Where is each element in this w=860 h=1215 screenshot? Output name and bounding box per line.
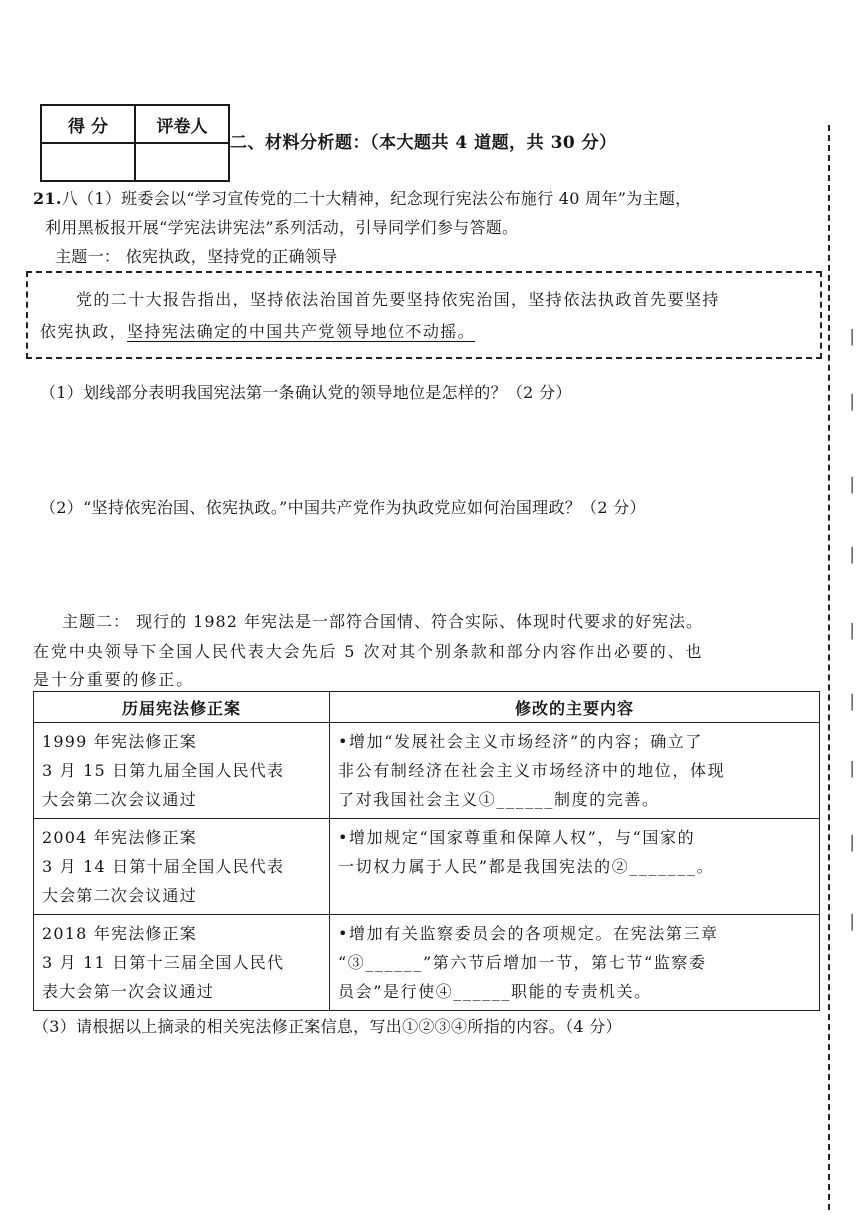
margin-mark: │ [848, 762, 857, 778]
binding-line [828, 125, 830, 1210]
margin-mark: │ [848, 836, 857, 852]
table-cell: •增加有关监察委员会的各项规定。在宪法第三章 “③______”第六节后增加一节，第七节“监察委 员会”是行使④______职能的专责机关。 [330, 915, 820, 1011]
margin-mark: │ [848, 478, 857, 494]
table-row [34, 819, 820, 915]
margin-mark: │ [848, 395, 857, 411]
grader-label: 评卷人 [135, 105, 229, 143]
question-intro-line-1: 21.八（1）班委会以“学习宣传党的二十大精神，纪念现行宪法公布施行 40 周年”为主题， [33, 189, 692, 208]
score-label: 得 分 [41, 105, 135, 143]
amendments-table [33, 691, 820, 1011]
material-line-1: 党的二十大报告指出，坚持依法治国首先要坚持依宪治国，坚持依法执政首先要坚持 [76, 290, 720, 309]
margin-mark: │ [848, 624, 857, 640]
table-cell: •增加“发展社会主义市场经济”的内容；确立了 非公有制经济在社会主义市场经济中的地位，体现 了对我国社会主义①______制度的完善。 [330, 723, 820, 819]
material-line-2: 依宪执政，坚持宪法确定的中国共产党领导地位不动摇。 [40, 322, 476, 341]
margin-mark: │ [848, 330, 857, 346]
score-table [40, 104, 230, 182]
margin-mark: │ [848, 695, 857, 711]
table-header-row [34, 692, 820, 723]
score-cell [41, 143, 135, 181]
table-row [34, 723, 820, 819]
material-box [26, 271, 822, 359]
theme-two-line-2: 在党中央领导下全国人民代表大会先后 5 次对其个别条款和部分内容作出必要的、也 [33, 642, 704, 661]
theme-one-heading: 主题一： 依宪执政，坚持党的正确领导 [55, 247, 338, 266]
table-cell: •增加规定“国家尊重和保障人权”，与“国家的 一切权力属于人民”都是我国宪法的②_______。 [330, 819, 820, 915]
sub-question-3: （3）请根据以上摘录的相关宪法修正案信息，写出①②③④所指的内容。（4 分） [33, 1017, 622, 1036]
question-number: 21. [33, 189, 62, 208]
table-header: 修改的主要内容 [330, 692, 820, 723]
theme-two-line-1: 主题二： 现行的 1982 年宪法是一部符合国情、符合实际、体现时代要求的好宪法。 [62, 612, 703, 631]
table-row [34, 915, 820, 1011]
table-cell: 2004 年宪法修正案 3 月 14 日第十届全国人民代表 大会第二次会议通过 [34, 819, 330, 915]
margin-mark: │ [848, 915, 857, 931]
grader-cell [135, 143, 229, 181]
margin-mark: │ [848, 548, 857, 564]
table-header: 历届宪法修正案 [34, 692, 330, 723]
underlined-text: 坚持宪法确定的中国共产党领导地位不动摇。 [127, 322, 476, 341]
table-cell: 2018 年宪法修正案 3 月 11 日第十三届全国人民代 表大会第一次会议通过 [34, 915, 330, 1011]
table-cell: 1999 年宪法修正案 3 月 15 日第九届全国人民代表 大会第二次会议通过 [34, 723, 330, 819]
question-intro-line-2: 利用黑板报开展“学宪法讲宪法”系列活动，引导同学们参与答题。 [45, 218, 519, 237]
sub-question-2: （2）“坚持依宪治国、依宪执政。”中国共产党作为执政党应如何治国理政？（2 分） [40, 498, 646, 517]
sub-question-1: （1）划线部分表明我国宪法第一条确认党的领导地位是怎样的？（2 分） [40, 383, 572, 402]
section-title: 二、材料分析题：（本大题共 4 道题，共 30 分） [230, 133, 617, 153]
theme-two-line-3: 是十分重要的修正。 [33, 670, 195, 689]
